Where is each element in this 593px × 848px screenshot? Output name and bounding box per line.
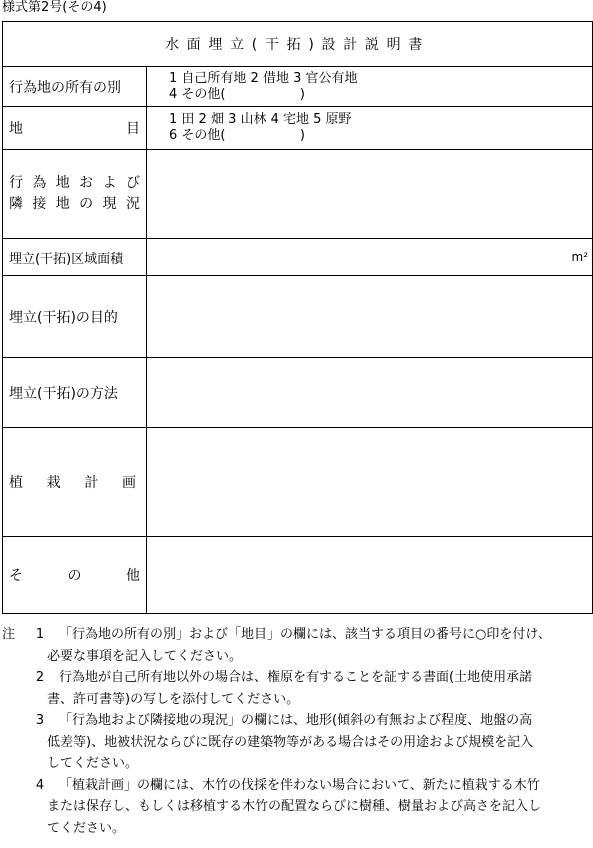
note-continuation: てください。 [47,820,126,836]
note-item [2,667,590,689]
label-char: 隣 [9,196,23,212]
land-category-options-line-1: 1 田 2 畑 3 山林 4 宅地 5 原野 [169,112,352,127]
land-category-options-line-2: 6 その他( ) [169,128,305,143]
note-item [2,775,590,797]
other-input[interactable] [147,537,593,614]
label-char: 他 [126,568,140,584]
label-char: 植 [9,475,23,491]
purpose-label: 埋立(干拓)の目的 [3,276,147,358]
label-char: び [125,175,140,191]
label-char: の [79,196,94,212]
land-category-label-char: 地 [9,121,23,137]
ownership-label: 行為地の所有の別 [3,67,147,107]
form-number-label: 様式第2号(その4) [2,0,107,15]
site-status-input[interactable] [147,150,593,239]
site-status-row [3,150,593,239]
purpose-input[interactable] [147,276,593,358]
area-label: 埋立(干拓)区域面積 [3,239,147,276]
method-input[interactable] [147,358,593,428]
label-char: 為 [32,175,47,191]
note-text: 「行為地の所有の別」および「地目」の欄には、該当する項目の番号に○印を付け、 [59,627,551,642]
ownership-options-cell[interactable] [147,67,593,107]
land-category-options-cell[interactable] [147,107,593,150]
purpose-row [3,276,593,358]
land-category-label [3,107,147,150]
square-meter-unit: m² [571,250,588,264]
planting-label [3,428,147,537]
site-status-label [3,150,147,239]
label-char: 画 [121,475,136,491]
note-text: 「行為地および隣接地の現況」の欄には、地形(傾斜の有無および程度、地盤の高 [59,713,533,728]
site-status-label-line-1 [9,173,140,194]
label-char: 行 [9,175,23,191]
note-number: 4 [35,777,45,793]
label-char: 地 [55,196,70,212]
label-char: お [79,175,94,191]
label-char: 栽 [46,475,61,491]
method-label: 埋立(干拓)の方法 [3,358,147,428]
planting-input[interactable] [147,428,593,537]
note-number: 2 [35,670,45,685]
area-input[interactable] [147,239,593,276]
land-category-label-char: 目 [126,121,140,137]
label-char: 況 [125,196,140,212]
label-char: そ [9,568,23,584]
area-row [3,239,593,276]
note-number: 1 [35,627,45,642]
notes-head: 注 [2,627,16,642]
other-row [3,537,593,614]
label-char: 接 [32,196,47,212]
method-row [3,358,593,428]
note-continuation: 必要な事項を記入してください。 [47,648,243,664]
note-number: 3 [35,713,45,728]
note-continuation: 低差等)、地被状況ならびに既存の建築物等がある場合はその用途および規模を記入 [47,734,534,750]
note-text: 行為地が自己所有地以外の場合は、権原を有することを証する書面(土地使用承諾 [59,670,533,685]
note-text: 「植栽計画」の欄には、木竹の伐採を伴わない場合において、新たに植栽する木竹 [59,777,540,793]
ownership-options-line-2: 4 その他( ) [169,86,305,102]
note-continuation: 書、許可書等)の写しを添付してください。 [47,691,300,707]
label-char: の [67,568,82,584]
label-char: 現 [102,196,117,212]
title-row [3,22,593,67]
note-continuation: してください。 [47,756,139,771]
notes-section [2,624,590,839]
note-item [2,624,590,646]
note-continuation: または保存し、もしくは移植する木竹の配置ならびに樹種、樹量および高さを記入し [47,799,542,814]
land-category-row [3,107,593,150]
label-char: 計 [84,475,99,491]
other-label [3,537,147,614]
design-description-form-table [2,21,593,614]
label-char: よ [102,175,117,191]
ownership-options-line-1: 1 自己所有地 2 借地 3 官公有地 [169,70,358,86]
note-item [2,710,590,732]
label-char: 地 [55,175,70,191]
ownership-row [3,67,593,107]
planting-row [3,428,593,537]
form-title: 水面埋立(干拓)設計説明書 [3,22,593,67]
site-status-label-line-2 [9,194,140,215]
